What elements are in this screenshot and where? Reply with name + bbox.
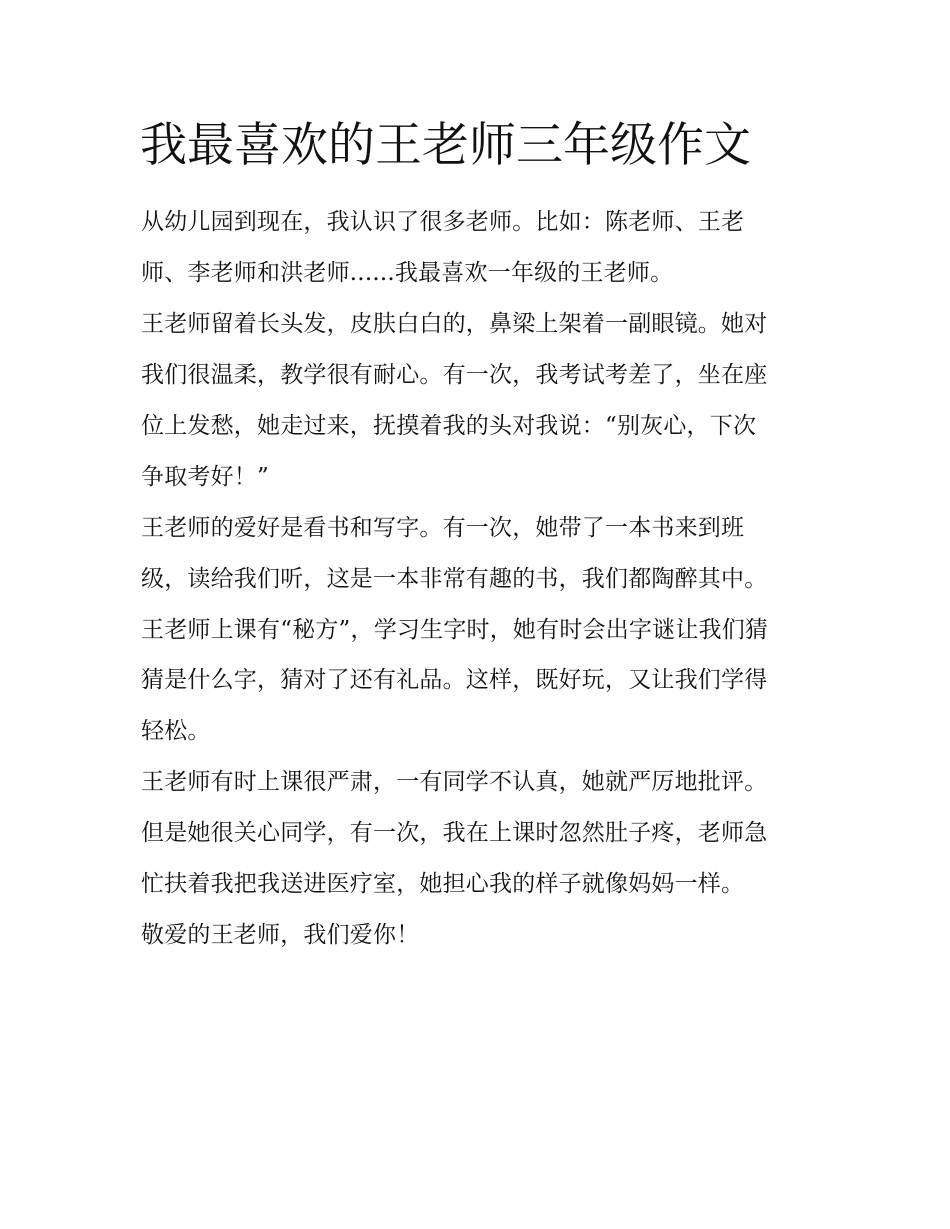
text-line-10: 猜是什么字，猜对了还有礼品。这样，既好玩，又让我们学得 bbox=[141, 667, 768, 693]
text-line-3: 王老师留着长头发，皮肤白白的，鼻梁上架着一副眼镜。她对 bbox=[141, 311, 768, 337]
text-line-13: 但是她很关心同学，有一次，我在上课时忽然肚子疼，老师急 bbox=[141, 820, 768, 846]
text-line-9: 王老师上课有“秘方”，学习生字时，她有时会出字谜让我们猜 bbox=[141, 617, 769, 643]
text-line-7: 王老师的爱好是看书和写字。有一次，她带了一本书来到班 bbox=[141, 515, 745, 541]
text-line-12: 王老师有时上课很严肃，一有同学不认真，她就严厉地批评。 bbox=[141, 769, 768, 795]
text-line-2: 师、李老师和洪老师......我最喜欢一年级的王老师。 bbox=[141, 260, 674, 286]
text-line-15: 敬爱的王老师，我们爱你！ bbox=[141, 922, 420, 948]
text-line-11: 轻松。 bbox=[141, 718, 211, 744]
text-line-4: 我们很温柔，教学很有耐心。有一次，我考试考差了，坐在座 bbox=[141, 362, 768, 388]
text-line-6: 争取考好！” bbox=[141, 464, 269, 490]
text-line-14: 忙扶着我把我送进医疗室，她担心我的样子就像妈妈一样。 bbox=[141, 871, 745, 897]
text-line-5: 位上发愁，她走过来，抚摸着我的头对我说：“别灰心，下次 bbox=[141, 413, 757, 439]
text-line-8: 级，读给我们听，这是一本非常有趣的书，我们都陶醉其中。 bbox=[141, 566, 768, 592]
text-line-1: 从幼儿园到现在，我认识了很多老师。比如：陈老师、王老 bbox=[141, 209, 745, 235]
document-title: 我最喜欢的王老师三年级作文 bbox=[140, 118, 751, 173]
